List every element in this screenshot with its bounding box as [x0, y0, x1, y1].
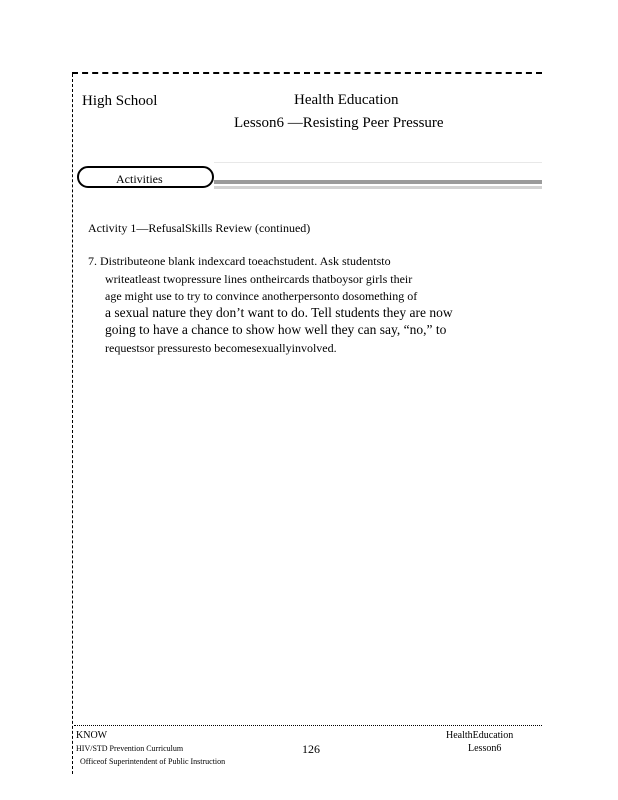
header-subtitle: Lesson6 —Resisting Peer Pressure: [234, 115, 444, 131]
footer-left-line1: KNOW: [76, 730, 108, 741]
activity-line-4: a sexual nature they don’t want to do. Tell students they are now: [105, 305, 453, 320]
section-bar-top: [214, 162, 542, 163]
footer-page-number: 126: [302, 742, 320, 756]
activity-line-1: 7. Distributeone blank indexcard toeachstudent. Ask studentsto: [88, 254, 391, 268]
activity-heading: Activity 1—RefusalSkills Review (continued): [88, 221, 311, 235]
activities-tab-label: Activities: [116, 172, 163, 186]
footer-divider: [74, 725, 542, 726]
footer-left-line3: Officeof Superintendent of Public Instruction: [80, 757, 226, 766]
activity-line-6: requestsor pressuresto becomesexuallyinvolved.: [105, 341, 337, 355]
page-border-left: [72, 74, 73, 774]
activity-line-3: age might use to try to convince anotherpersonto dosomething of: [105, 289, 418, 303]
footer-right-line2: Lesson6: [468, 743, 502, 754]
activity-line-2: writeatleast twopressure lines ontheircards thatboysor girls their: [105, 272, 413, 286]
section-bar-light: [214, 186, 542, 189]
footer-right-line1: HealthEducation: [446, 730, 514, 741]
footer-left-line2: HIV/STD Prevention Curriculum: [76, 744, 184, 753]
header-center: Health Education: [294, 92, 399, 108]
header-left: High School: [82, 93, 158, 109]
section-bar-dark: [214, 180, 542, 184]
page-border-top: [72, 72, 542, 74]
activity-line-5: going to have a chance to show how well they can say, “no,” to: [105, 322, 447, 337]
